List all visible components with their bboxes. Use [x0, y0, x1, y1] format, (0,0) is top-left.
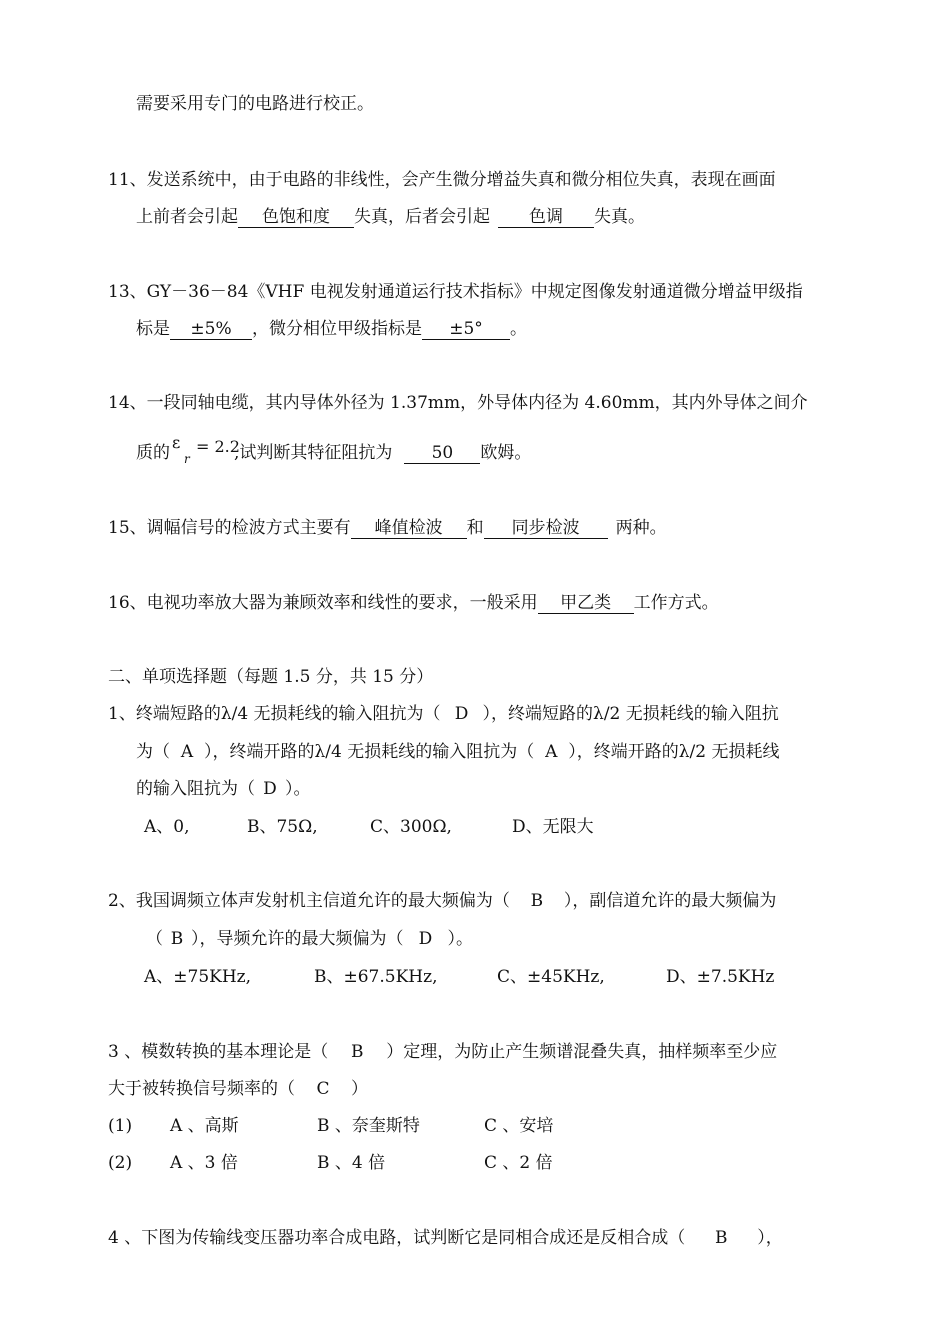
mc2-text-3: （ — [146, 929, 163, 949]
q13-text-1: 标是 — [136, 319, 170, 339]
q13-answer-2: ±5° — [422, 319, 510, 340]
mc1-line3 — [136, 778, 311, 800]
mc1-option-c: C、300Ω, — [370, 817, 452, 837]
mc2-line2 — [146, 928, 473, 950]
mc3-text-3: 大于被转换信号频率的（ — [108, 1079, 295, 1099]
q15-line — [108, 517, 667, 539]
mc4-text-2: ）， — [757, 1228, 783, 1248]
mc3-row2-option-c: C 、2 倍 — [484, 1153, 553, 1173]
q14-text-2: ,试判断其特征阻抗为 — [234, 443, 393, 463]
mc1-line2 — [136, 741, 779, 763]
mc3-answer-2: C — [316, 1079, 330, 1099]
mc2-text-4: ），导频允许的最大频偏为（ — [191, 929, 404, 949]
mc3-text-1: 3 、模数转换的基本理论是（ — [108, 1042, 329, 1062]
mc1-option-d: D、无限大 — [512, 817, 594, 837]
q13-text-2: ，微分相位甲级指标是 — [252, 319, 422, 339]
q13-text-3: 。 — [510, 319, 527, 339]
mc2-option-d: D、±7.5KHz — [666, 967, 775, 987]
mc2-line1 — [108, 890, 776, 912]
q11-text-3: 失真。 — [594, 207, 645, 227]
q15-answer-2: 同步检波 — [484, 518, 608, 539]
q16-line — [108, 592, 719, 614]
mc3-row1-option-a: A 、高斯 — [170, 1116, 239, 1136]
mc3-row2-option-b: B 、4 倍 — [317, 1153, 386, 1173]
mc3-text-4: ） — [351, 1079, 368, 1099]
mc3-row2-option-a: A 、3 倍 — [170, 1153, 238, 1173]
q15-text-1: 15、调幅信号的检波方式主要有 — [108, 518, 351, 538]
q14-text-1: 质的 — [136, 443, 170, 463]
q11-line1: 11、发送系统中，由于电路的非线性，会产生微分增益失真和微分相位失真，表现在画面 — [108, 170, 776, 190]
mc1-text-6: 的输入阻抗为（ — [136, 779, 255, 799]
permittivity-formula — [170, 433, 240, 466]
mc4-text-1: 4 、下图为传输线变压器功率合成电路，试判断它是同相合成还是反相合成（ — [108, 1228, 686, 1248]
q15-answer-1: 峰值检波 — [351, 518, 467, 539]
mc2-answer-1: B — [530, 891, 544, 911]
mc1-answer-4: D — [263, 779, 277, 799]
q14-answer-1: 50 — [404, 443, 480, 464]
q14-line2 — [136, 433, 532, 466]
mc1-answer-3: A — [545, 742, 558, 762]
mc3-row1-number: (1) — [108, 1116, 133, 1136]
mc2-option-a: A、±75KHz, — [144, 967, 252, 987]
section-heading: 二、单项选择题（每题 1.5 分，共 15 分） — [108, 667, 434, 687]
mc1-text-7: ）。 — [285, 779, 311, 799]
mc3-row2-number: (2) — [108, 1153, 133, 1173]
mc3-row1-option-b: B 、奈奎斯特 — [317, 1116, 420, 1136]
mc1-option-a: A、0, — [144, 817, 190, 837]
mc3-line2 — [108, 1078, 368, 1100]
mc2-text-5: ）。 — [447, 929, 473, 949]
mc3-answer-1: B — [350, 1042, 364, 1062]
q11-answer-1: 色饱和度 — [238, 207, 354, 228]
mc1-answer-1: D — [454, 704, 469, 724]
mc3-text-2: ）定理，为防止产生频谱混叠失真，抽样频率至少应 — [386, 1042, 778, 1062]
q10-continuation: 需要采用专门的电路进行校正。 — [136, 94, 374, 114]
q11-text-2: 失真，后者会引起 — [354, 207, 490, 227]
mc1-option-b: B、75Ω, — [247, 817, 318, 837]
mc2-option-c: C、±45KHz, — [497, 967, 605, 987]
q16-text-1: 16、电视功率放大器为兼顾效率和线性的要求，一般采用 — [108, 593, 538, 613]
q13-line1: 13、GY－36－84《VHF 电视发射通道运行技术指标》中规定图像发射通道微分增益甲级指 — [108, 282, 803, 302]
epsilon-symbol: ε — [172, 433, 181, 452]
q14-text-3: 欧姆。 — [480, 443, 532, 463]
mc3-line1 — [108, 1041, 777, 1063]
q15-text-2: 和 — [466, 518, 484, 538]
mc3-row1-option-c: C 、安培 — [484, 1116, 554, 1136]
epsilon-value: = 2.2 — [196, 437, 240, 456]
mc4-line1 — [108, 1227, 783, 1249]
q16-answer-1: 甲乙类 — [538, 593, 634, 614]
q16-text-2: 工作方式。 — [633, 593, 719, 613]
q11-text-1: 上前者会引起 — [136, 207, 238, 227]
q11-line2 — [136, 206, 645, 228]
mc1-line1 — [108, 703, 779, 725]
mc1-text-5: ），终端开路的λ/2 无损耗线 — [568, 742, 780, 762]
mc2-option-b: B、±67.5KHz, — [314, 967, 438, 987]
mc4-answer-1: B — [714, 1228, 728, 1248]
q15-text-3: 两种。 — [615, 518, 667, 538]
mc1-text-4: ），终端开路的λ/4 无损耗线的输入阻抗为（ — [204, 742, 535, 762]
epsilon-subscript: r — [184, 452, 190, 466]
mc1-answer-2: A — [180, 742, 194, 762]
mc2-text-2: ），副信道允许的最大频偏为 — [563, 891, 777, 911]
mc2-answer-3: D — [418, 929, 433, 949]
mc1-text-1: 1、终端短路的λ/4 无损耗线的输入阻抗为（ — [108, 704, 441, 724]
q14-line1: 14、一段同轴电缆，其内导体外径为 1.37mm，外导体内径为 4.60mm，其内外导体之间介 — [108, 393, 808, 413]
mc2-text-1: 2、我国调频立体声发射机主信道允许的最大频偏为（ — [108, 891, 510, 911]
q13-answer-1: ±5% — [170, 319, 252, 340]
mc1-text-3: 为（ — [136, 742, 170, 762]
q11-answer-2: 色调 — [498, 207, 594, 228]
mc2-answer-2: B — [170, 929, 184, 949]
mc1-text-2: ），终端短路的λ/2 无损耗线的输入阻抗 — [482, 704, 779, 724]
q13-line2 — [136, 318, 527, 340]
